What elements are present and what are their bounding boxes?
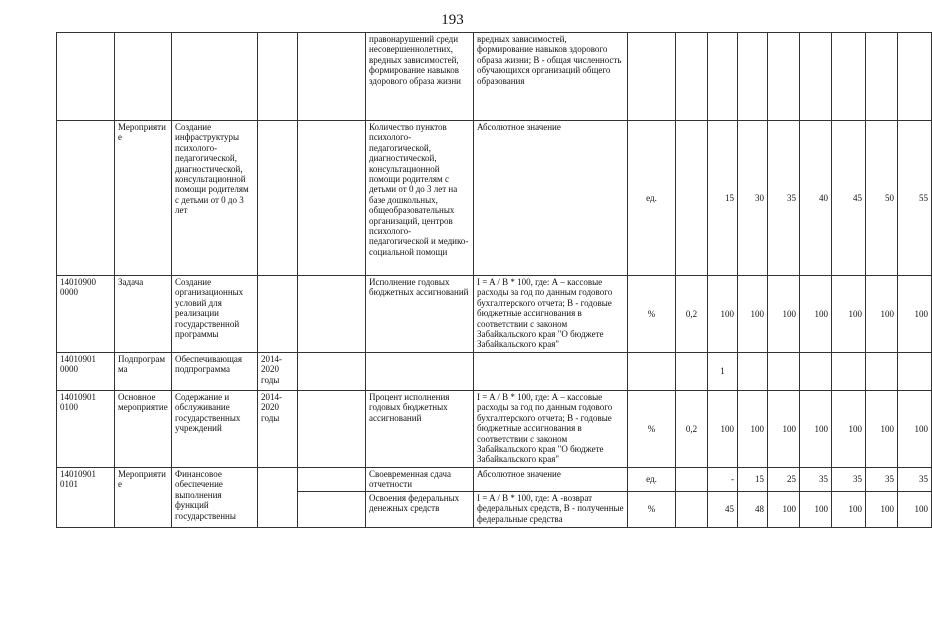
table-row [57,121,932,276]
page-number: 193 [441,12,464,28]
indicator-cell [366,353,474,391]
years-cell [258,121,298,276]
value-cell: 100 [738,391,768,468]
indicator-cell: Исполнение годовых бюджетных ассигнований [366,276,474,353]
formula-cell [474,353,628,391]
blank-cell [298,468,366,492]
years-cell [258,276,298,353]
value-cell: 25 [768,468,800,492]
value-cell [768,353,800,391]
value-cell: 100 [898,276,932,353]
blank-cell [298,121,366,276]
blank-cell [298,491,366,527]
blank-cell [298,353,366,391]
table-row [57,353,932,391]
indicator-cell: Своевременная сдача отчетности [366,468,474,492]
value-cell: 30 [738,121,768,276]
type-cell: Задача [115,276,172,353]
value-cell: 100 [898,391,932,468]
weight-cell: 1 [708,353,738,391]
code-cell: 14010901 0000 [57,353,115,391]
indicator-cell: правонарушений среди несовершеннолетних, вредных зависимостей, формирование навыков здорового образа жизни [366,33,474,121]
weight-cell: 0,2 [676,276,708,353]
unit-cell: % [628,491,676,527]
value-cell [676,121,708,276]
type-cell: Основное мероприятие [115,391,172,468]
value-cell: 100 [898,491,932,527]
value-cell: 48 [738,491,768,527]
value-cell: 55 [898,121,932,276]
name-cell: Обеспечивающая подпрограмма [172,353,258,391]
indicator-cell: Процент исполнения годовых бюджетных ассигнований [366,391,474,468]
value-cell [832,353,866,391]
formula-cell: Абсолютное значение [474,121,628,276]
value-cell: - [708,468,738,492]
value-cell: 100 [866,391,898,468]
value-cell: 100 [768,276,800,353]
years-cell [258,33,298,121]
formula-cell: I = A / B * 100, где: А – кассовые расходы за год по данным годового бухгалтерского отчета; В - годовые бюджетные ассигнования в соответствии с законом Забайкальского края "О бюджете Забайкальского края" [474,276,628,353]
value-cell: 100 [738,276,768,353]
value-cell: 100 [832,491,866,527]
weight-cell [676,353,708,391]
value-cell: 45 [708,491,738,527]
table-row [57,276,932,353]
blank-cell [298,33,366,121]
code-cell: 14010901 0100 [57,391,115,468]
unit-cell [628,33,676,121]
name-cell: Финансовое обеспечение выполнения функций государственны [172,468,258,528]
value-cell: 35 [898,468,932,492]
value-cell: 100 [866,276,898,353]
indicator-cell: Количество пунктов психолого-педагогической, диагностической, консультационной помощи родителям с детьми от 0 до 3 лет на базе дошкольных, общеобразовательных организаций, центров психолого-педагогической и медико-социальной помощи [366,121,474,276]
formula-cell: Абсолютное значение [474,468,628,492]
formula-cell: вредных зависимостей, формирование навыков здорового образа жизни; В - общая численность обучающихся организаций общего образования [474,33,628,121]
value-cell [708,33,738,121]
weight-cell: 0,2 [676,391,708,468]
unit-cell: ед. [628,121,676,276]
code-cell [57,121,115,276]
value-cell: 15 [708,121,738,276]
weight-cell [676,468,708,492]
table-row [57,468,932,492]
table-row [57,33,932,121]
years-cell [258,468,298,528]
indicators-table [56,32,932,528]
value-cell [800,33,832,121]
value-cell [768,33,800,121]
unit-cell [628,353,676,391]
value-cell: 45 [832,121,866,276]
value-cell: 100 [708,391,738,468]
name-cell: Создание организационных условий для реализации государственной программы [172,276,258,353]
value-cell: 100 [832,391,866,468]
value-cell [866,33,898,121]
value-cell [738,353,768,391]
weight-cell [676,33,708,121]
years-cell: 2014-2020 годы [258,391,298,468]
value-cell [738,33,768,121]
name-cell: Создание инфраструктуры психолого-педагогической, диагностической, консультационной помощи родителям с детьми от 0 до 3 лет [172,121,258,276]
years-cell: 2014-2020 годы [258,353,298,391]
value-cell: 35 [866,468,898,492]
value-cell [800,353,832,391]
value-cell: 100 [832,276,866,353]
table-row [57,391,932,468]
indicator-cell: Освоения федеральных денежных средств [366,491,474,527]
type-cell [115,33,172,121]
blank-cell [298,391,366,468]
type-cell: Мероприятие [115,468,172,528]
name-cell [172,33,258,121]
code-cell: 14010900 0000 [57,276,115,353]
value-cell: 35 [800,468,832,492]
unit-cell: % [628,276,676,353]
value-cell: 35 [832,468,866,492]
type-cell: Мероприятие [115,121,172,276]
value-cell [898,353,932,391]
unit-cell: ед. [628,468,676,492]
value-cell: 100 [708,276,738,353]
blank-cell [298,276,366,353]
value-cell: 100 [768,491,800,527]
code-cell: 14010901 0101 [57,468,115,528]
value-cell: 100 [800,491,832,527]
value-cell: 100 [866,491,898,527]
value-cell: 100 [800,276,832,353]
formula-cell: I = A / B * 100, где: А – кассовые расходы за год по данным годового бухгалтерского отчета; В - годовые бюджетные ассигнования в соответствии с законом Забайкальского края "О бюджете Забайкальского края" [474,391,628,468]
code-cell [57,33,115,121]
type-cell: Подпрограмма [115,353,172,391]
value-cell [866,353,898,391]
weight-cell [676,491,708,527]
value-cell: 100 [800,391,832,468]
value-cell [898,33,932,121]
value-cell: 15 [738,468,768,492]
formula-cell: I = A / B * 100, где: А -возврат федеральных средств, В - полученные федеральные средства [474,491,628,527]
name-cell: Содержание и обслуживание государственных учреждений [172,391,258,468]
unit-cell: % [628,391,676,468]
value-cell [832,33,866,121]
value-cell: 35 [768,121,800,276]
value-cell: 100 [768,391,800,468]
value-cell: 40 [800,121,832,276]
value-cell: 50 [866,121,898,276]
